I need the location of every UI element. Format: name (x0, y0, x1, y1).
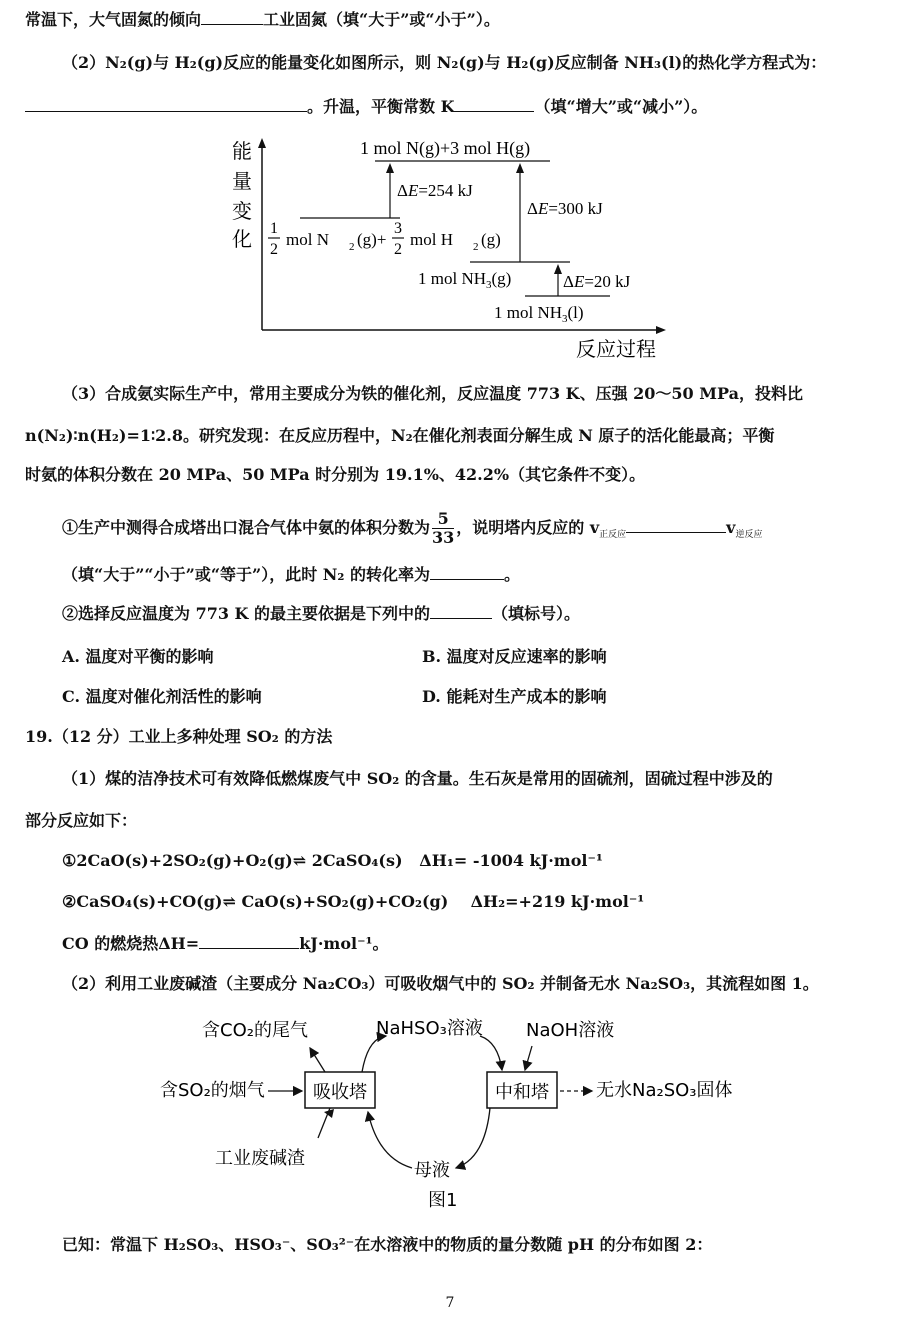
answer-blank-co-heat[interactable] (199, 932, 299, 949)
option-c[interactable]: C. 温度对催化剂活性的影响 (62, 687, 262, 706)
q3-line1: （3）合成氨实际生产中，常用主要成分为铁的催化剂，反应温度 773 K、压强 20～50 MPa，投料比 (62, 384, 803, 403)
svg-text:mol N: mol N (286, 230, 329, 249)
de3-label: ΔE=20 kJ (563, 272, 631, 291)
q3-sub1-line2: （填“大于”“小于”或“等于”），此时 N₂ 的转化率为 。 (62, 565, 521, 584)
level-top-label: 1 mol N(g)+3 mol H(g) (360, 138, 531, 158)
figure-caption: 图1 (428, 1190, 458, 1211)
neutralizer-label: 中和塔 (495, 1082, 549, 1103)
q19-p1-line1: （1）煤的洁净技术可有效降低燃煤废气中 SO₂ 的含量。生石灰是常用的固硫剂，固硫过程中涉及的 (62, 769, 773, 788)
fixation-post: 工业固氮（填“大于”或“小于”）。 (263, 10, 500, 29)
q2-line2-mid: 。升温，平衡常数 K (307, 97, 455, 116)
ylabel-3: 变 (232, 199, 252, 223)
option-a[interactable]: A. 温度对平衡的影响 (62, 647, 214, 666)
y-axis-arrow (258, 138, 266, 148)
level-nh3g-label: 1 mol $NH_3(g)$ (418, 269, 512, 291)
answer-blank-conversion[interactable] (430, 563, 504, 580)
x-axis-arrow (656, 326, 666, 334)
answer-blank-k[interactable] (454, 95, 534, 112)
arrow-naoh-to-neutralizer (525, 1046, 532, 1070)
ylabel-1: 能 (232, 139, 252, 163)
reaction-1: ①2CaO(s)+2SO₂(g)+O₂(g)⇌ 2CaSO₄(s) ΔH₁= -1004 kJ·mol⁻¹ (62, 851, 603, 870)
absorber-label: 吸收塔 (313, 1082, 367, 1103)
answer-blank-choice[interactable] (430, 602, 492, 619)
q3-line2: n(N₂)∶n(H₂)=1∶2.8。研究发现：在反应历程中，N₂在催化剂表面分解生成 N 原子的活化能最高；平衡 (25, 426, 775, 445)
arrow-mother-to-absorber (368, 1112, 412, 1168)
level-reactant-label (268, 220, 501, 258)
de1-label: ΔE=254 kJ (397, 181, 473, 200)
svg-text:2: 2 (473, 241, 479, 253)
mother-liquor-label: 母液 (414, 1160, 450, 1181)
svg-text:(g)+: (g)+ (357, 230, 387, 249)
answer-blank-equation[interactable] (25, 95, 307, 112)
xlabel: 反应过程 (576, 337, 656, 361)
tail-gas-label: 含CO₂的尾气 (202, 1020, 308, 1041)
ylabel-2: 量 (232, 169, 252, 193)
fixation-pre: 常温下，大气固氮的倾向 (25, 10, 202, 29)
reaction-2: ②CaSO₄(s)+CO(g)⇌ CaO(s)+SO₂(g)+CO₂(g) ΔH₂=+219 kJ·mol⁻¹ (62, 892, 645, 911)
q2-line2-end: （填“增大”或“减小”）。 (534, 97, 708, 116)
line-fixation (25, 8, 500, 31)
q3-line3: 时氨的体积分数在 20 MPa、50 MPa 时分别为 19.1%、42.2%（其它条件不变）。 (25, 465, 646, 484)
option-b[interactable]: B. 温度对反应速率的影响 (422, 647, 607, 666)
arrow-absorber-to-nahso3 (362, 1036, 386, 1072)
q3-sub2: ②选择反应温度为 773 K 的最主要依据是下列中的 （填标号）。 (62, 604, 581, 623)
nahso3-label: NaHSO₃溶液 (376, 1018, 483, 1039)
ylabel-4: 化 (232, 227, 252, 251)
q19-p2: （2）利用工业废碱渣（主要成分 Na₂CO₃）可吸收烟气中的 SO₂ 并制备无水 Na₂SO₃，其流程如图 1。 (62, 974, 819, 993)
naoh-label: NaOH溶液 (526, 1020, 615, 1041)
q2-line1 (62, 52, 826, 74)
page-number: 7 (445, 1295, 455, 1311)
flue-gas-label: 含SO₂的烟气 (160, 1080, 265, 1101)
answer-blank-rate-compare[interactable] (626, 516, 726, 533)
de2-label: ΔE=300 kJ (527, 199, 603, 218)
svg-text:2: 2 (270, 241, 278, 258)
option-d[interactable]: D. 能耗对生产成本的影响 (422, 687, 607, 706)
q3-sub1-line1: ①生产中测得合成塔出口混合气体中氨的体积分数为 $\frac{5}{33}$ ，说明塔内反应的 $v_{正反应}$ $v_{逆反应}$ (62, 509, 763, 547)
q19-title: 19.（12 分）工业上多种处理 SO₂ 的方法 (25, 727, 333, 746)
q19-p1-line2: 部分反应如下： (25, 811, 138, 830)
co-combustion: CO 的燃烧热ΔH= kJ·mol⁻¹。 (62, 934, 389, 953)
svg-text:mol H: mol H (410, 230, 453, 249)
arrow-to-tail-gas (310, 1048, 325, 1072)
svg-text:2: 2 (394, 241, 402, 258)
svg-text:2: 2 (349, 241, 355, 253)
level-nh3l-label: 1 mol $NH_3(l)$ (494, 303, 584, 325)
answer-blank-fixation[interactable] (201, 8, 263, 25)
svg-text:1: 1 (270, 220, 278, 237)
arrow-nahso3-to-neutralizer (480, 1036, 502, 1070)
product-label: 无水Na₂SO₃固体 (596, 1080, 733, 1101)
svg-text:(g): (g) (481, 230, 501, 249)
q2-text: N₂(g)与 H₂(g)反应的能量变化如图所示，则 N₂(g)与 H₂(g)反应制备 NH₃(l)的热化学方程式为： (105, 53, 827, 72)
waste-label: 工业废碱渣 (215, 1148, 305, 1169)
q2-line2 (25, 95, 707, 118)
energy-diagram (220, 130, 680, 362)
svg-text:3: 3 (394, 220, 402, 237)
q2-label: （2） (62, 53, 106, 72)
arrow-neutralizer-to-mother (456, 1108, 490, 1168)
flow-diagram (150, 1008, 770, 1218)
known-statement: 已知：常温下 H₂SO₃、HSO₃⁻、SO₃²⁻在水溶液中的物质的量分数随 pH 的分布如图 2： (62, 1235, 713, 1254)
fraction-5-33: $\frac{5}{33}$ (432, 509, 455, 547)
